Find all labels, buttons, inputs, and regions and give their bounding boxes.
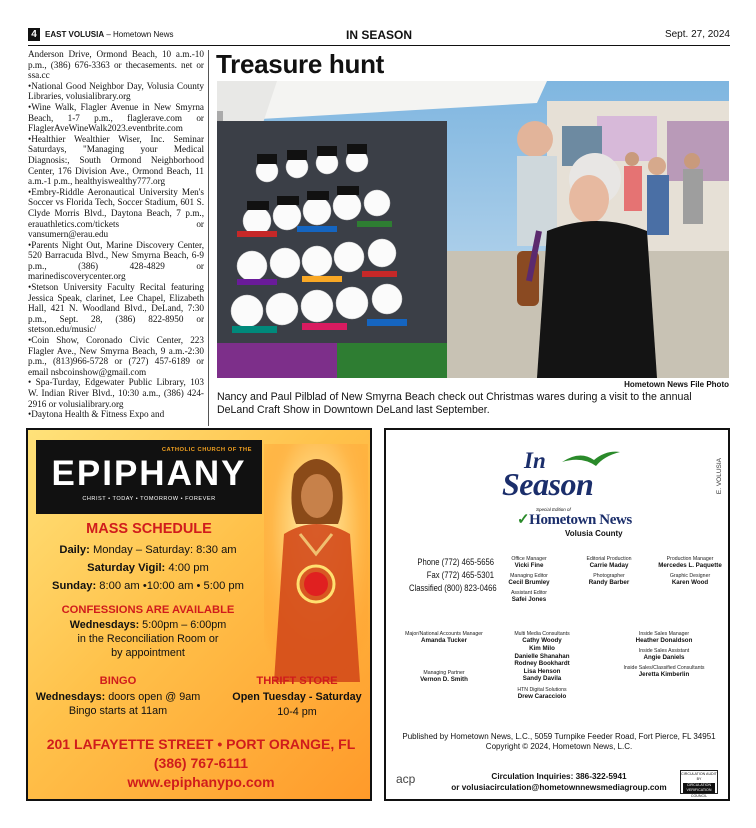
- listing-item: •Parents Night Out, Marine Discovery Center, 520 Barracuda Blvd., New Smyrna Beach, 6-9 p.m., (386) 428-4829 or marinediscoverycenter.org: [28, 239, 204, 282]
- daily-value: Monday – Saturday: 8:30 am: [89, 544, 237, 556]
- epiphany-logo: [36, 440, 262, 514]
- logo-season: Season: [502, 466, 594, 502]
- section-title: IN SEASON: [345, 28, 412, 42]
- sunday-line: [30, 579, 266, 593]
- county-label: Volusia County: [565, 529, 623, 538]
- staff-name: Vernon D. Smith: [420, 676, 468, 684]
- in-season-logo: [502, 448, 642, 502]
- staff-role: Inside Sales Assistant: [638, 648, 690, 654]
- bingo-doors: [28, 691, 208, 704]
- contact-numbers: [409, 556, 497, 595]
- staff-role: Production Manager: [666, 556, 714, 562]
- sunday-value: 8:00 am •10:00 am • 5:00 pm: [96, 580, 244, 592]
- listing-item: • Spa-Turday, Edgewater Public Library, 103 W. Indian River Blvd., 10:30 a.m., (386) 424-2916 or volusialibrary.org: [28, 377, 204, 409]
- staff-block: [390, 631, 498, 645]
- listing-item: •Daytona Health & Fitness Expo and: [28, 409, 165, 420]
- staff-block: [576, 556, 642, 587]
- hometown-news-logo: [517, 510, 632, 529]
- staff-role: Major/National Accounts Manager: [405, 631, 483, 637]
- staff-name: Karen Wood: [671, 579, 709, 587]
- listing-item: •Embry-Riddle Aeronautical University Men's Soccer vs Florida Tech, Soccer Stadium, 601 S. Clyde Morris Blvd., Daytona Beach, 7 p.m., erauathletics.com/tickets or vansumern@erau.edu: [28, 186, 204, 240]
- article-headline: Treasure hunt: [216, 49, 385, 79]
- staff-name: Sandy Davila: [522, 675, 562, 683]
- staff-block: [500, 631, 584, 701]
- bingo-value: doors open @ 9am: [105, 691, 201, 703]
- checkmark-icon: ✓: [517, 512, 530, 528]
- staff-name: Danielle Shanahan: [514, 652, 570, 660]
- hometown-news-wordmark: Hometown News: [529, 512, 632, 528]
- staff-role: Assistant Editor: [510, 590, 548, 596]
- listing-item: •Healthier Wealthier Wiser, Inc. Seminar Saturdays, "Managing your Medical Diagnosis:, South Ormond Neighborhood Center, 176 Division Ave., Ormond Beach, 11 a.m.-1 p.m., healthyiswealthy777.org: [28, 133, 204, 187]
- classified-number: Classified (800) 823-0466: [409, 583, 497, 593]
- staff-block: [654, 556, 726, 587]
- thrift-store-days: Open Tuesday - Saturday: [232, 691, 362, 703]
- audit-council-logo: [680, 770, 718, 798]
- thrift-store-title: THRIFT STORE: [256, 675, 338, 687]
- audit-mid-text: CIRCULATION VERIFICATION: [683, 783, 715, 793]
- jesus-artwork-image: [264, 444, 368, 682]
- publisher-info: [386, 732, 730, 751]
- logo-wordmark: EPIPHANY: [51, 454, 247, 493]
- mass-schedule-title: MASS SCHEDULE: [86, 521, 212, 537]
- staff-role: Inside Sales Manager: [638, 631, 690, 637]
- staff-name: Cathy Woody: [522, 637, 562, 645]
- staff-block: [498, 556, 560, 604]
- staff-name: Mercedes L. Paquette: [658, 562, 722, 570]
- staff-name: Angie Daniels: [643, 654, 685, 662]
- staff-name: Kim Milo: [529, 645, 555, 652]
- staff-name: Rodney Bookhardt: [514, 660, 570, 668]
- published-by: Published by Hometown News, L.C., 5059 Turnpike Feeder Road, Fort Pierce, FL 34951: [402, 732, 716, 741]
- thrift-store-hours: 10-4 pm: [277, 706, 317, 718]
- sunday-label: Sunday:: [52, 580, 97, 592]
- column-rule: [208, 50, 209, 426]
- vigil-label: Saturday Vigil:: [87, 562, 166, 574]
- staff-name: Heather Donaldson: [635, 637, 693, 645]
- craft-show-photo: [217, 81, 729, 378]
- listing-item: Anderson Drive, Ormond Beach, 10 a.m.-10 p.m., (386) 676-3363 or thecasements. net or ssa.cc: [28, 49, 204, 81]
- daily-mass-line: [30, 543, 266, 557]
- confessions-time: [30, 619, 266, 632]
- staff-name: Lisa Henson: [523, 667, 561, 675]
- edition-label: E. VOLUSIA: [716, 458, 723, 495]
- staff-name: Drew Caracciolo: [517, 693, 567, 701]
- staff-block: [390, 670, 498, 684]
- acp-logo: acp: [396, 772, 416, 786]
- section-name: EAST VOLUSIA: [45, 30, 105, 39]
- staff-role: Graphic Designer: [669, 573, 711, 579]
- logo-tagline-bottom: CHRIST • TODAY • TOMORROW • FOREVER: [82, 496, 216, 502]
- page-header: [28, 28, 730, 44]
- staff-block: [600, 631, 728, 679]
- circulation-info: [386, 772, 730, 793]
- confessions-value: 5:00pm – 6:00pm: [139, 619, 227, 631]
- bingo-start: Bingo starts at 11am: [68, 705, 168, 717]
- daily-label: Daily:: [59, 544, 90, 556]
- staff-role: HTN Digital Solutions: [517, 686, 567, 693]
- section-publication: – Hometown News: [104, 30, 174, 39]
- staff-role: Editorial Production: [586, 556, 632, 562]
- logo-in: In: [524, 448, 546, 473]
- in-season-masthead: [384, 428, 730, 801]
- fax-number: Fax (772) 465-5301: [426, 570, 494, 580]
- staff-role: Managing Partner: [423, 670, 465, 676]
- staff-name: Randy Barber: [588, 579, 630, 587]
- photo-caption: Nancy and Paul Pilblad of New Smyrna Beach check out Christmas wares during a visit to the annual DeLand Craft Show in Downtown DeLand last September.: [217, 391, 692, 416]
- staff-role: Photographer: [593, 573, 625, 579]
- phone-number: Phone (772) 465-5656: [417, 557, 494, 567]
- staff-name: Amanda Tucker: [421, 637, 467, 645]
- staff-role: Managing Editor: [510, 573, 548, 579]
- vigil-value: 4:00 pm: [165, 562, 209, 574]
- logo-tagline-top: CATHOLIC CHURCH OF THE: [161, 447, 252, 453]
- copyright: Copyright © 2024, Hometown News, L.C.: [485, 741, 633, 751]
- epiphany-church-ad: [26, 428, 372, 801]
- staff-role: Multi Media Consultants: [514, 631, 570, 637]
- circulation-email: or volusiacirculation@hometownnewsmediagroup.com: [451, 782, 667, 792]
- photo-illustration: [217, 81, 729, 378]
- page-number: 4: [28, 28, 40, 41]
- circulation-phone: Circulation Inquiries: 386-322-5941: [491, 772, 627, 781]
- staff-name: Cecil Brumley: [508, 579, 550, 587]
- listing-item: •Coin Show, Coronado Civic Center, 223 Flagler Ave., New Smyrna Beach, 9 a.m.-2:30 p.m., (813)966-5728 or (727) 457-6189 or email nsbcoinshow@gmail.com: [28, 335, 204, 377]
- header-rule: [28, 45, 730, 46]
- church-website: www.epiphanypo.com: [127, 774, 275, 790]
- listing-item: •National Good Neighbor Day, Volusia County Libraries, volusialibrary.org: [28, 80, 204, 102]
- photo-credit: Hometown News File Photo: [624, 380, 729, 389]
- special-edition-label: Special Edition of: [536, 507, 571, 512]
- church-address: 201 LAFAYETTE STREET • PORT ORANGE, FL: [46, 736, 356, 752]
- staff-name: Safei Jones: [511, 596, 547, 604]
- events-listing-column: [28, 49, 204, 426]
- vigil-line: [30, 561, 266, 575]
- staff-name: Vicki Fine: [514, 562, 544, 570]
- confessions-title: CONFESSIONS ARE AVAILABLE: [61, 604, 235, 616]
- confessions-appointment: by appointment: [111, 647, 185, 659]
- staff-name: Jeretta Kimberlin: [638, 671, 690, 679]
- bingo-label: Wednesdays:: [35, 691, 106, 703]
- audit-top-text: CIRCULATION AUDIT BY: [681, 772, 717, 781]
- issue-date: Sept. 27, 2024: [664, 29, 730, 40]
- staff-role: Inside Sales/Classified Consultants: [623, 665, 705, 671]
- confessions-location: in the Reconciliation Room or: [77, 633, 219, 645]
- staff-name: Carrie Maday: [589, 562, 629, 570]
- confessions-label: Wednesdays:: [69, 619, 140, 631]
- audit-bottom-text: COUNCIL: [690, 794, 708, 798]
- listing-item: •Wine Walk, Flagler Avenue in New Smyrna Beach, 1-7 p.m., flaglerave.com or FlaglerAveWineWalk2023.eventbrite.com: [28, 101, 204, 134]
- bingo-title: BINGO: [99, 675, 137, 687]
- listing-item: •Stetson University Faculty Recital featuring Jessica Speak, clarinet, Lee Chapel, Elizabeth Hall, 421 N. Woodland Blvd., DeLand, 7:30 p.m., Sept. 28, (386) 822-8950 or stetson.edu/music/: [28, 282, 204, 335]
- church-phone: (386) 767-6111: [153, 755, 249, 771]
- staff-role: Office Manager: [511, 556, 547, 562]
